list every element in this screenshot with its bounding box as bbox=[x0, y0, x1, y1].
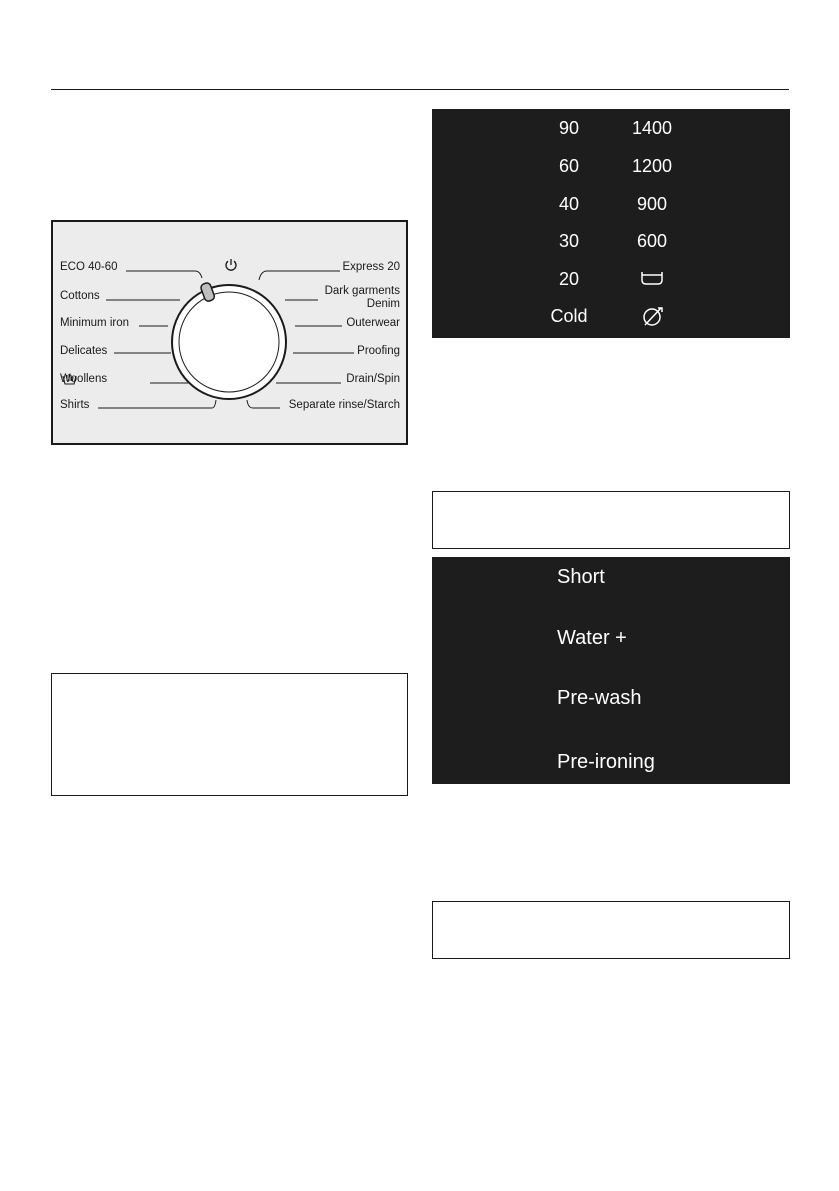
option-pre-ironing: Pre-ironing bbox=[557, 751, 655, 773]
dial-graphic bbox=[53, 222, 410, 447]
programme-label-dark-garments bbox=[325, 285, 400, 311]
temperature-value: 90 bbox=[558, 118, 580, 138]
programme-label-eco: ECO 40-60 bbox=[60, 261, 118, 273]
option-water-plus: Water + bbox=[557, 627, 627, 649]
options-display bbox=[432, 557, 790, 784]
note-box-right-1 bbox=[432, 491, 790, 549]
programme-label-shirts: Shirts bbox=[60, 399, 90, 411]
programme-label-delicates: Delicates bbox=[60, 345, 108, 357]
spin-speed-value: 1400 bbox=[631, 118, 673, 138]
programme-dial-panel bbox=[51, 220, 408, 445]
denim-text: Denim bbox=[366, 298, 400, 310]
option-short: Short bbox=[557, 566, 605, 588]
temperature-value: 40 bbox=[558, 194, 580, 214]
rinse-hold-icon bbox=[641, 270, 663, 286]
programme-label-outerwear: Outerwear bbox=[346, 317, 400, 329]
temperature-value: Cold bbox=[550, 306, 588, 326]
programme-label-minimum-iron: Minimum iron bbox=[60, 317, 130, 329]
temperature-value: 60 bbox=[558, 156, 580, 176]
temperature-value: 30 bbox=[558, 231, 580, 251]
programme-label-woollens bbox=[60, 373, 107, 386]
power-icon bbox=[224, 258, 238, 272]
no-spin-icon bbox=[641, 305, 665, 327]
header-rule bbox=[51, 89, 789, 90]
programme-label-proofing: Proofing bbox=[357, 345, 400, 357]
programme-label-express: Express 20 bbox=[342, 261, 400, 273]
woollens-label-text: Woollens bbox=[60, 373, 108, 385]
programme-label-cottons: Cottons bbox=[60, 290, 100, 302]
programme-label-separate-rinse: Separate rinse/Starch bbox=[288, 399, 400, 411]
option-pre-wash: Pre-wash bbox=[557, 687, 642, 709]
programme-label-drain-spin: Drain/Spin bbox=[346, 373, 400, 385]
temperature-spin-display bbox=[432, 109, 790, 338]
spin-speed-value: 1200 bbox=[631, 156, 673, 176]
dark-garments-text: Dark garments bbox=[324, 285, 400, 297]
dial-inner-ring bbox=[179, 292, 279, 392]
note-box-right-2 bbox=[432, 901, 790, 959]
spin-speed-value: 600 bbox=[636, 231, 668, 251]
spin-speed-value: 900 bbox=[636, 194, 668, 214]
note-box-left bbox=[51, 673, 408, 796]
hand-wash-icon bbox=[62, 373, 77, 385]
temperature-value: 20 bbox=[558, 269, 580, 289]
